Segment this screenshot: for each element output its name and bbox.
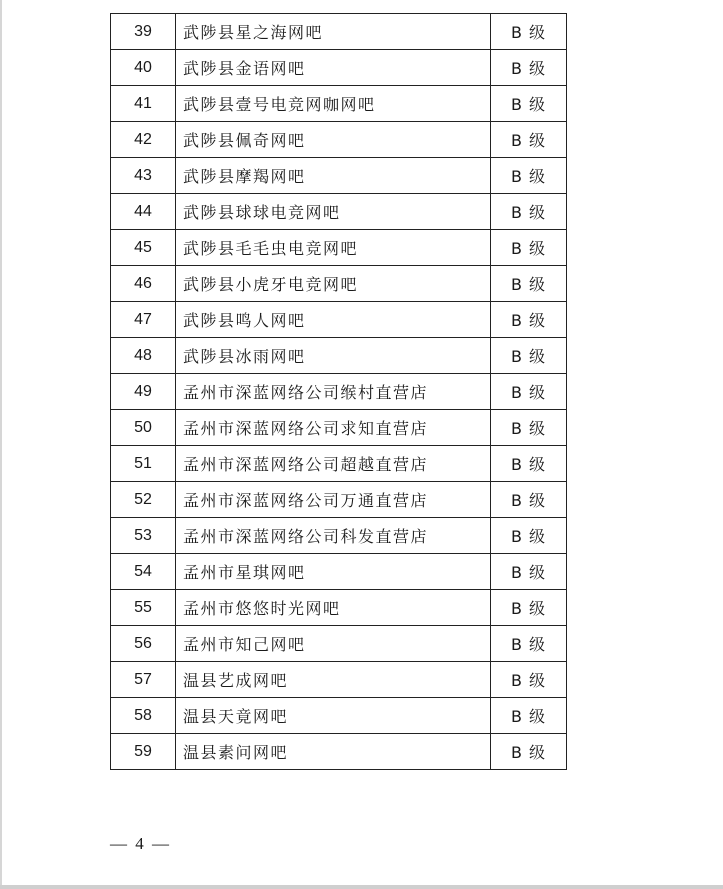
grade-level: B 级 — [491, 50, 567, 86]
table-row — [111, 734, 567, 770]
venue-name: 武陟县摩羯网吧 — [176, 158, 491, 194]
table-row — [111, 14, 567, 50]
row-number: 51 — [111, 446, 176, 482]
table-row — [111, 86, 567, 122]
row-number: 53 — [111, 518, 176, 554]
row-number: 49 — [111, 374, 176, 410]
grade-level: B 级 — [491, 266, 567, 302]
venue-name: 温县天竟网吧 — [176, 698, 491, 734]
grade-level: B 级 — [491, 14, 567, 50]
table-row — [111, 446, 567, 482]
row-number: 42 — [111, 122, 176, 158]
row-number: 43 — [111, 158, 176, 194]
venue-name: 孟州市深蓝网络公司科发直营店 — [176, 518, 491, 554]
venue-name: 武陟县星之海网吧 — [176, 14, 491, 50]
row-number: 48 — [111, 338, 176, 374]
venue-name: 孟州市星琪网吧 — [176, 554, 491, 590]
row-number: 47 — [111, 302, 176, 338]
table-row — [111, 410, 567, 446]
venue-name: 孟州市知己网吧 — [176, 626, 491, 662]
grade-level: B 级 — [491, 518, 567, 554]
row-number: 44 — [111, 194, 176, 230]
row-number: 59 — [111, 734, 176, 770]
venue-name: 武陟县佩奇网吧 — [176, 122, 491, 158]
table-row — [111, 158, 567, 194]
table-row — [111, 302, 567, 338]
grade-level: B 级 — [491, 482, 567, 518]
venue-name: 温县素问网吧 — [176, 734, 491, 770]
table-row — [111, 266, 567, 302]
table-row — [111, 122, 567, 158]
table-row — [111, 482, 567, 518]
grade-level: B 级 — [491, 194, 567, 230]
row-number: 55 — [111, 590, 176, 626]
table-row — [111, 374, 567, 410]
grade-level: B 级 — [491, 734, 567, 770]
venue-name: 武陟县球球电竞网吧 — [176, 194, 491, 230]
row-number: 46 — [111, 266, 176, 302]
venue-name: 孟州市深蓝网络公司超越直营店 — [176, 446, 491, 482]
grade-level: B 级 — [491, 554, 567, 590]
grade-level: B 级 — [491, 698, 567, 734]
table-row — [111, 230, 567, 266]
venue-name: 武陟县小虎牙电竞网吧 — [176, 266, 491, 302]
venue-name: 武陟县金语网吧 — [176, 50, 491, 86]
row-number: 40 — [111, 50, 176, 86]
grade-level: B 级 — [491, 410, 567, 446]
ranking-table — [110, 13, 567, 770]
page-number: — 4 — — [110, 834, 171, 853]
row-number: 45 — [111, 230, 176, 266]
table-row — [111, 338, 567, 374]
row-number: 54 — [111, 554, 176, 590]
grade-level: B 级 — [491, 338, 567, 374]
table-row — [111, 590, 567, 626]
venue-name: 武陟县冰雨网吧 — [176, 338, 491, 374]
grade-level: B 级 — [491, 122, 567, 158]
venue-name: 孟州市深蓝网络公司万通直营店 — [176, 482, 491, 518]
row-number: 41 — [111, 86, 176, 122]
table-row — [111, 698, 567, 734]
venue-name: 孟州市深蓝网络公司求知直营店 — [176, 410, 491, 446]
viewer-left-border — [0, 0, 2, 889]
table-row — [111, 50, 567, 86]
venue-name: 武陟县毛毛虫电竞网吧 — [176, 230, 491, 266]
grade-level: B 级 — [491, 230, 567, 266]
table-row — [111, 662, 567, 698]
row-number: 50 — [111, 410, 176, 446]
grade-level: B 级 — [491, 374, 567, 410]
row-number: 56 — [111, 626, 176, 662]
grade-level: B 级 — [491, 446, 567, 482]
row-number: 58 — [111, 698, 176, 734]
viewer-bottom-border — [0, 885, 723, 889]
grade-level: B 级 — [491, 158, 567, 194]
ranking-table-body — [111, 14, 567, 770]
venue-name: 孟州市悠悠时光网吧 — [176, 590, 491, 626]
grade-level: B 级 — [491, 302, 567, 338]
table-row — [111, 626, 567, 662]
grade-level: B 级 — [491, 590, 567, 626]
venue-name: 武陟县鸣人网吧 — [176, 302, 491, 338]
grade-level: B 级 — [491, 86, 567, 122]
venue-name: 孟州市深蓝网络公司缑村直营店 — [176, 374, 491, 410]
row-number: 52 — [111, 482, 176, 518]
row-number: 57 — [111, 662, 176, 698]
row-number: 39 — [111, 14, 176, 50]
table-row — [111, 518, 567, 554]
grade-level: B 级 — [491, 626, 567, 662]
venue-name: 武陟县壹号电竞网咖网吧 — [176, 86, 491, 122]
venue-name: 温县艺成网吧 — [176, 662, 491, 698]
table-row — [111, 194, 567, 230]
grade-level: B 级 — [491, 662, 567, 698]
table-row — [111, 554, 567, 590]
